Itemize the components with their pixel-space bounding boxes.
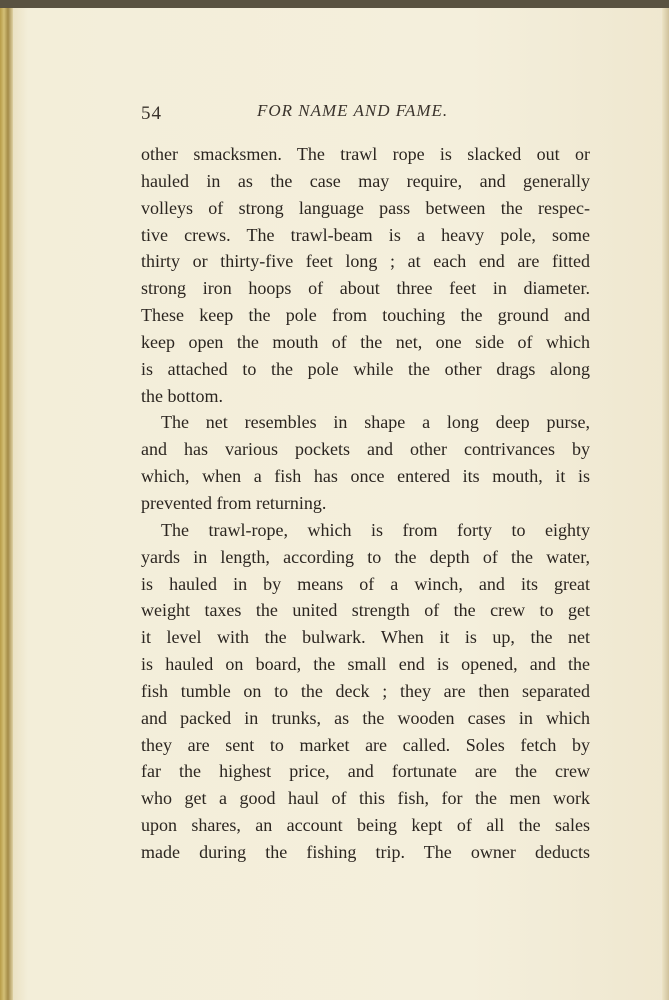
text-line: upon shares, an account being kept of all the sales [141, 815, 590, 836]
text-line: is hauled in by means of a winch, and its great [141, 573, 590, 594]
text-line: The net resembles in shape a long deep purse, [161, 412, 590, 433]
body-text [141, 141, 590, 866]
text-line: it level with the bulwark. When it is up, the net [141, 627, 590, 648]
text-line: These keep the pole from touching the ground and [141, 305, 590, 326]
text-line: made during the fishing trip. The owner deducts [141, 841, 590, 862]
text-line: which, when a fish has once entered its mouth, it is [141, 466, 590, 487]
page-number: 54 [141, 103, 162, 124]
text-line: and has various pockets and other contrivances by [141, 439, 590, 460]
text-line: fish tumble on to the deck ; they are then separated [141, 680, 590, 701]
text-line: other smacksmen. The trawl rope is slacked out or [141, 144, 590, 164]
text-line: keep open the mouth of the net, one side of which [141, 331, 590, 352]
text-line: strong iron hoops of about three feet in diameter. [141, 278, 590, 299]
text-line: the bottom. [141, 385, 223, 406]
text-line: is hauled on board, the small end is opened, and the [141, 654, 590, 675]
top-page-edge [0, 0, 669, 8]
text-line: weight taxes the united strength of the crew to get [141, 600, 590, 621]
text-line: The trawl-rope, which is from forty to eighty [161, 519, 590, 540]
text-line: they are sent to market are called. Soles fetch by [141, 734, 590, 755]
text-line: who get a good haul of this fish, for the men work [141, 788, 590, 809]
text-line: prevented from returning. [141, 492, 327, 513]
text-line: is attached to the pole while the other drags along [141, 358, 590, 379]
running-title: FOR NAME AND FAME. [257, 101, 449, 120]
page-header [141, 98, 591, 124]
text-line: far the highest price, and fortunate are the crew [141, 761, 590, 782]
book-binding-edge [0, 8, 13, 1000]
text-line: and packed in trunks, as the wooden cases in which [141, 707, 590, 728]
text-line: thirty or thirty-five feet long ; at each end are fitted [141, 251, 590, 272]
text-line: hauled in as the case may require, and generally [141, 170, 590, 191]
text-line: yards in length, according to the depth of the water, [141, 546, 590, 567]
text-line: volleys of strong language pass between the respec- [141, 197, 590, 218]
text-line: tive crews. The trawl-beam is a heavy pole, some [141, 224, 590, 245]
right-page-edge [662, 8, 669, 1000]
